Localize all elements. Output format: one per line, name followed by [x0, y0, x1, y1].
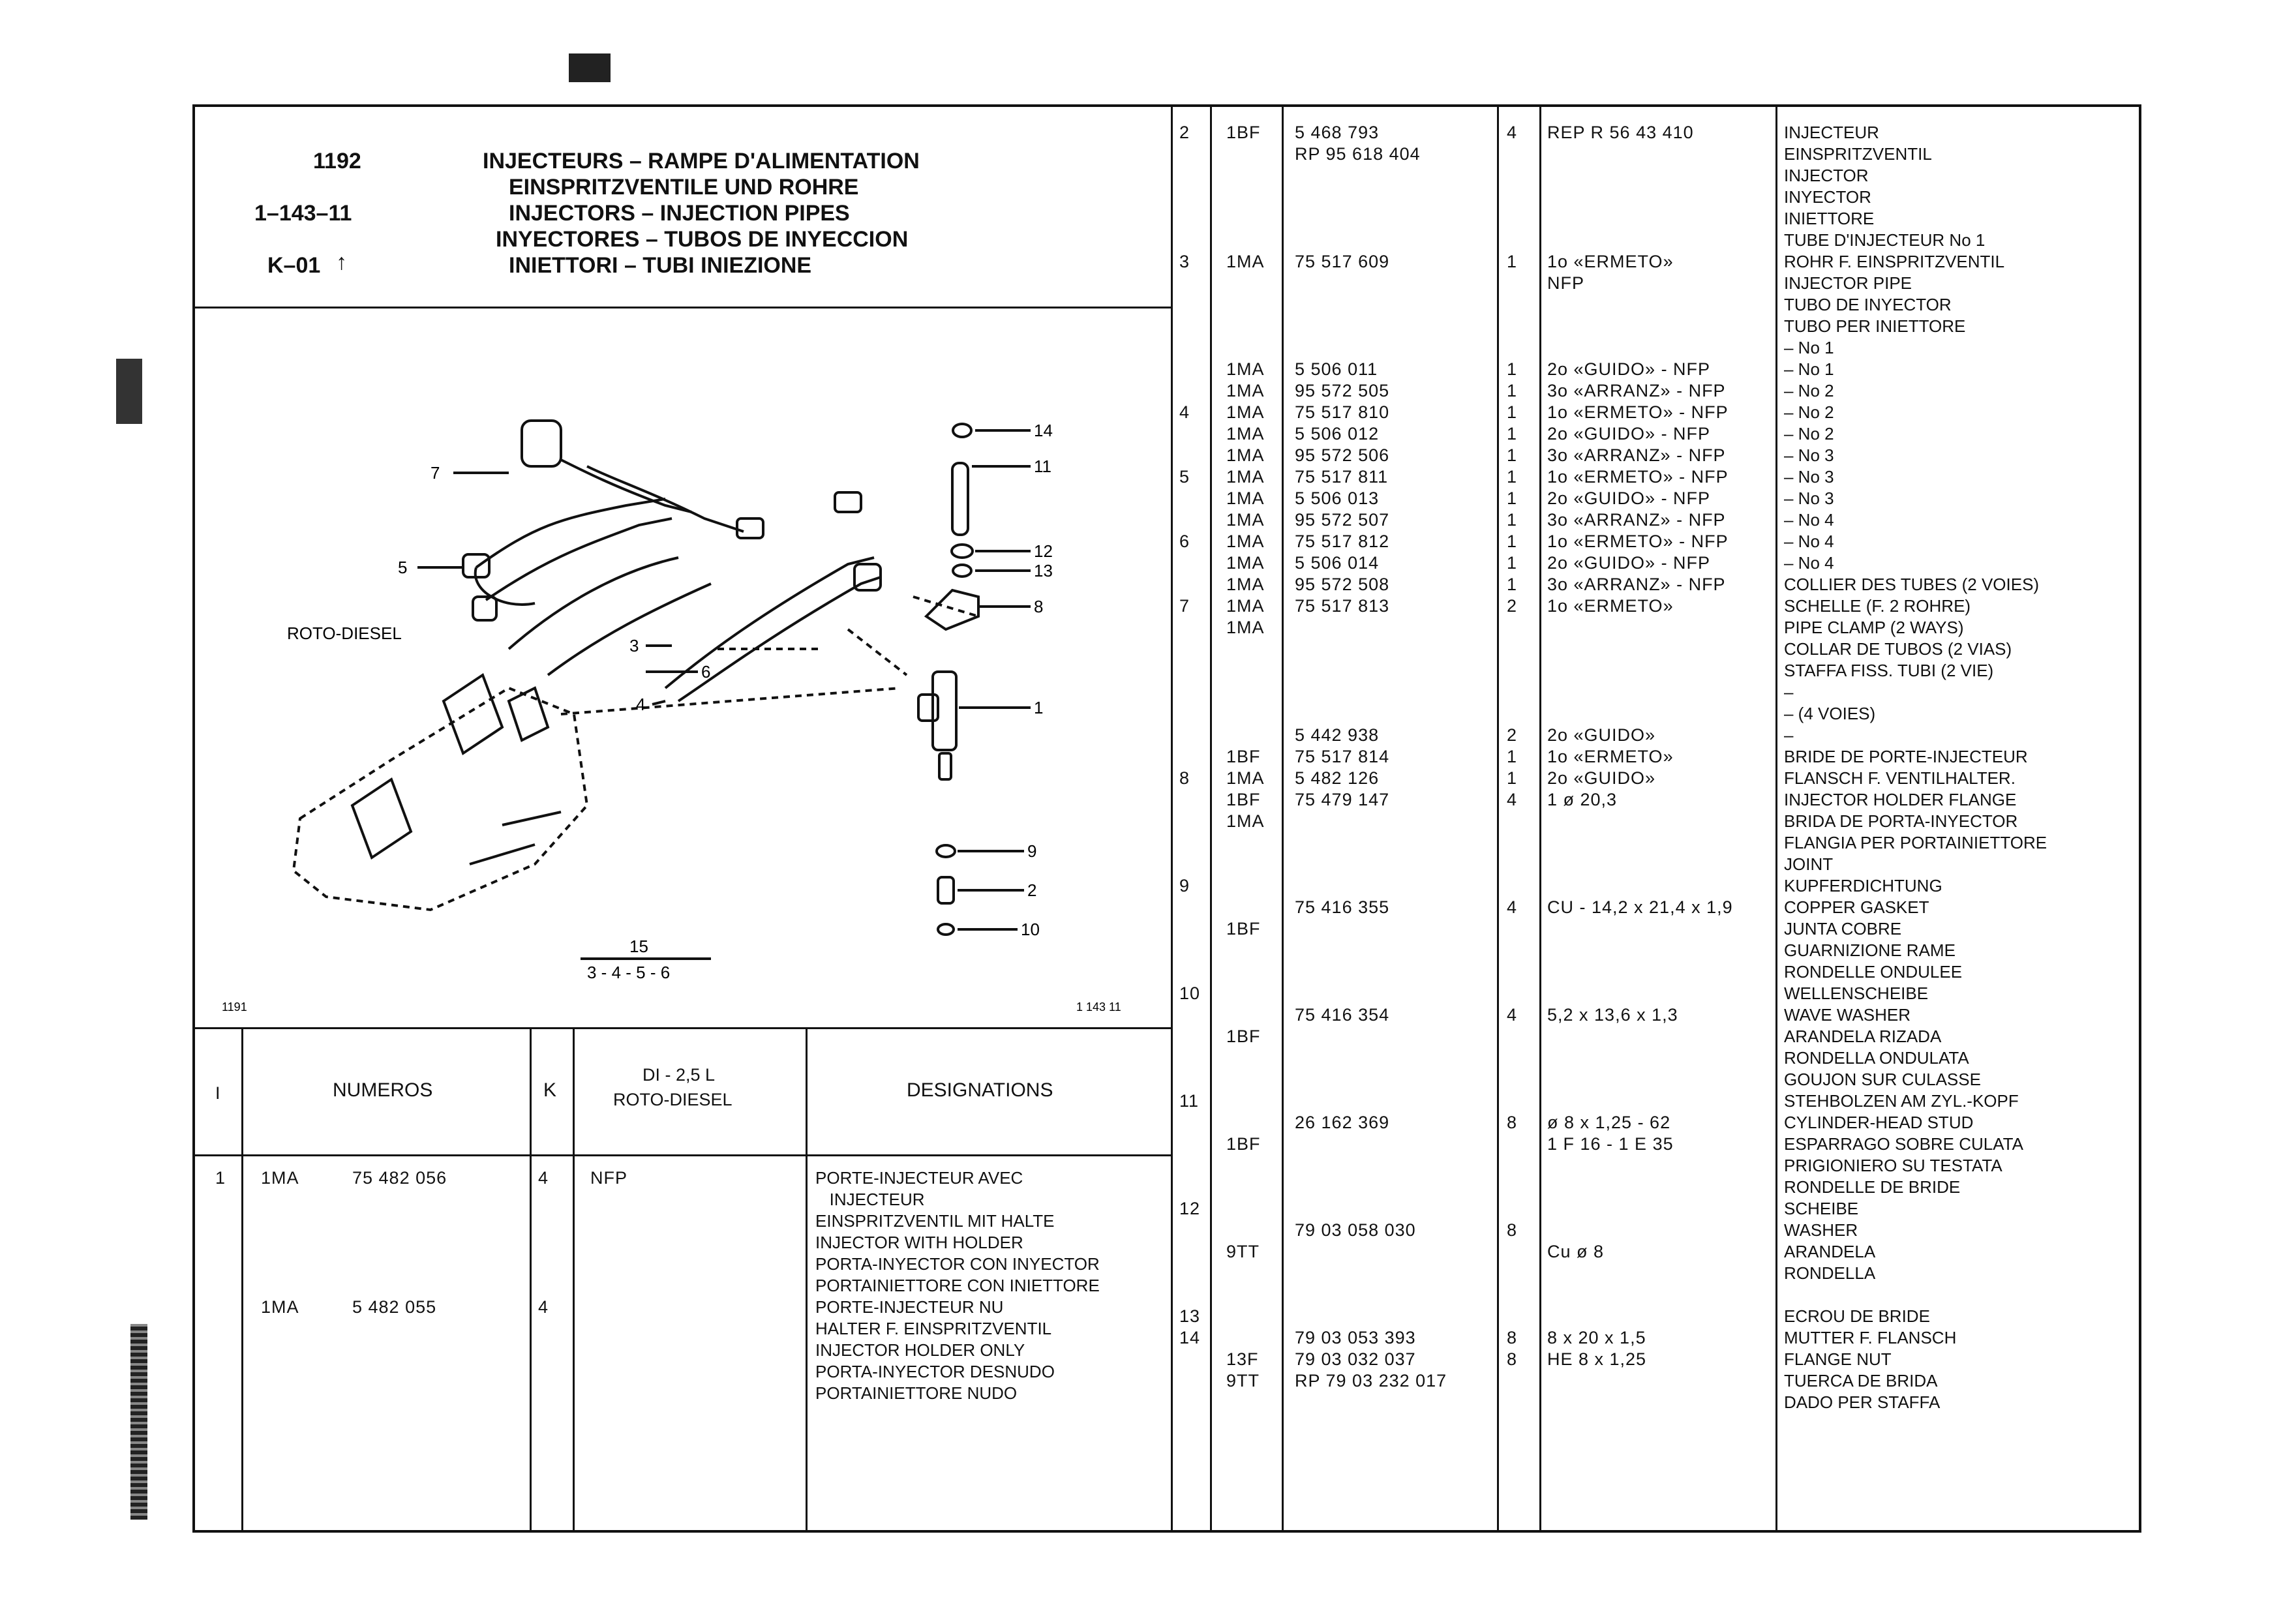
callout-14: 14 [1034, 421, 1053, 440]
engine-label: ROTO-DIESEL [287, 623, 402, 643]
callout-5: 5 [398, 558, 408, 577]
injector-assembly-drawing [196, 310, 1168, 1024]
divider [241, 1027, 243, 1533]
edge-mark [130, 1324, 147, 1520]
callout-labels [222, 421, 1121, 1014]
arrow-up-icon: ↑ [336, 250, 347, 275]
title-fr: INJECTEURS – RAMPE D'ALIMENTATION [483, 149, 920, 173]
variant-code: K–01 [267, 253, 321, 278]
registration-mark [569, 53, 611, 82]
right-notes-column: REP R 56 43 410 1o «ERMETO» NFP 2o «GUIDO» - NFP 3o «ARRANZ» - NFP 1o «ERMETO» - NFP 2o «GUIDO» - NFP 3o «ARRANZ» - NFP 1o «ERMETO» - NFP 2o «GUIDO» - NFP 3o «ARRANZ» - NFP 1o «ERMETO» - NFP 2o «GUIDO» - NFP 3o «ARRANZ» - NFP 1o «ERMETO» 2o «GUIDO» 1o «ERMETO» 2o «GUIDO» 1 ø 20,3 CU - 14,2 x 21,4 x 1,9 5,2 x 13,6 x 1,3 ø 8 x 1,25 - 62 1 F 16 - 1 E 35 Cu ø 8 8 x 20 x 1,5 HE 8 x 1,25 [1547, 123, 1733, 1369]
edge-mark [116, 359, 142, 424]
divider [1497, 104, 1499, 1533]
right-qty-column: 4 1 1 1 1 1 1 1 1 1 1 1 1 2 2 1 1 4 4 4 8 8 8 8 [1507, 123, 1518, 1369]
divider [1210, 104, 1212, 1533]
divider [192, 1027, 1172, 1029]
divider [806, 1027, 808, 1533]
title-de: EINSPRITZVENTILE UND ROHRE [509, 175, 859, 200]
header-designations: DESIGNATIONS [907, 1079, 1053, 1101]
header-index: I [215, 1083, 220, 1103]
callout-12: 12 [1034, 541, 1053, 561]
fraction-top: 15 [629, 937, 648, 956]
callout-2: 2 [1027, 880, 1037, 900]
callout-9: 9 [1027, 841, 1037, 861]
fraction-bottom: 3 - 4 - 5 - 6 [587, 963, 671, 982]
header-variant-line2: ROTO-DIESEL [613, 1090, 733, 1109]
exploded-diagram [196, 310, 1168, 1024]
divider [1171, 104, 1173, 1533]
right-part-numbers-column: 5 468 793 RP 95 618 404 75 517 609 5 506 011 95 572 505 75 517 810 5 506 012 95 572 506 75 517 811 5 506 013 95 572 507 75 517 812 5 506 014 95 572 508 75 517 813 5 442 938 75 517 814 5 482 126 75 479 147 75 416 355 75 416 354 26 162 369 79 03 058 030 79 03 053 393 79 03 032 037 RP 79 03 232 017 [1295, 123, 1447, 1390]
callout-8: 8 [1034, 597, 1044, 616]
title-it: INIETTORI – TUBI INIEZIONE [509, 253, 812, 278]
title-es: INYECTORES – TUBOS DE INYECCION [496, 227, 909, 252]
divider [192, 307, 1172, 308]
divider [530, 1027, 532, 1533]
callout-4: 4 [636, 695, 646, 714]
right-designations-column: INJECTEUR EINSPRITZVENTIL INJECTOR INYECTOR INIETTORE TUBE D'INJECTEUR No 1 ROHR F. EINSPRITZVENTIL INJECTOR PIPE TUBO DE INYECTOR TUBO PER INIETTORE – No 1 – No 1 – No 2 – No 2 – No 2 – No 3 – No 3 – No 3 – No 4 – No 4 – No 4 COLLIER DES TUBES (2 VOIES) SCHELLE (F. 2 ROHRE) PIPE CLAMP (2 WAYS) COLLAR DE TUBOS (2 VIAS) STAFFA FISS. TUBI (2 VIE) – – (4 VOIES) – BRIDE DE PORTE-INJECTEUR FLANSCH F. VENTILHALTER. INJECTOR HOLDER FLANGE BRIDA DE PORTA-INYECTOR FLANGIA PER PORTAINIETTORE JOINT KUPFERDICHTUNG COPPER GASKET JUNTA COBRE GUARNIZIONE RAME RONDELLE ONDULEE WELLENSCHEIBE WAVE WASHER ARANDELA RIZADA RONDELLA ONDULATA GOUJON SUR CULASSE STEHBOLZEN AM ZYL.-KOPF CYLINDER-HEAD STUD ESPARRAGO SOBRE CULATA PRIGIONIERO SU TESTATA RONDELLE DE BRIDE SCHEIBE WASHER ARANDELA RONDELLA ECROU DE BRIDE MUTTER F. FLANSCH FLANGE NUT TUERCA DE BRIDA DADO PER STAFFA [1784, 123, 2047, 1412]
row-qty: 4 4 [538, 1168, 549, 1317]
row-note: NFP [590, 1168, 627, 1188]
callout-3: 3 [629, 636, 639, 655]
right-codes-column: 1BF 1MA 1MA 1MA 1MA 1MA 1MA 1MA 1MA 1MA 1MA 1MA 1MA 1MA 1MA 1BF 1MA 1BF 1MA 1BF 1BF 1BF 9TT 13F 9TT [1226, 123, 1265, 1390]
row-designation: PORTE-INJECTEUR AVEC INJECTEUR EINSPRITZVENTIL MIT HALTE INJECTOR WITH HOLDER PORTA-INYECTOR CON INYECTOR PORTAINIETTORE CON INIETTORE PORTE-INJECTEUR NU HALTER F. EINSPRITZVENTIL INJECTOR HOLDER ONLY PORTA-INYECTOR DESNUDO PORTAINIETTORE NUDO [815, 1168, 1100, 1403]
title-en: INJECTORS – INJECTION PIPES [509, 201, 850, 226]
row-codes: 1MA 1MA [261, 1168, 299, 1317]
callout-7: 7 [430, 463, 440, 483]
callout-1: 1 [1034, 698, 1044, 717]
callout-6: 6 [701, 662, 711, 682]
figure-code-right: 1 143 11 [1076, 1000, 1121, 1014]
right-index-column: 2 3 4 5 6 7 8 9 10 11 12 13 14 [1179, 123, 1201, 1347]
callout-11: 11 [1034, 457, 1051, 476]
callout-13: 13 [1034, 561, 1053, 580]
divider [1539, 104, 1541, 1533]
group-code: 1–143–11 [254, 201, 352, 226]
row-index: 1 [215, 1168, 226, 1188]
figure-code-left: 1191 [222, 1000, 247, 1014]
divider [573, 1027, 575, 1533]
page-code: 1192 [313, 149, 361, 173]
divider [192, 1154, 1172, 1156]
row-part-numbers: 75 482 056 5 482 055 [352, 1168, 447, 1317]
header-variant-line1: DI - 2,5 L [642, 1065, 716, 1085]
header-k: K [543, 1079, 557, 1101]
callout-10: 10 [1021, 920, 1040, 939]
header-numbers: NUMEROS [333, 1079, 433, 1101]
divider [1775, 104, 1777, 1533]
divider [1282, 104, 1284, 1533]
